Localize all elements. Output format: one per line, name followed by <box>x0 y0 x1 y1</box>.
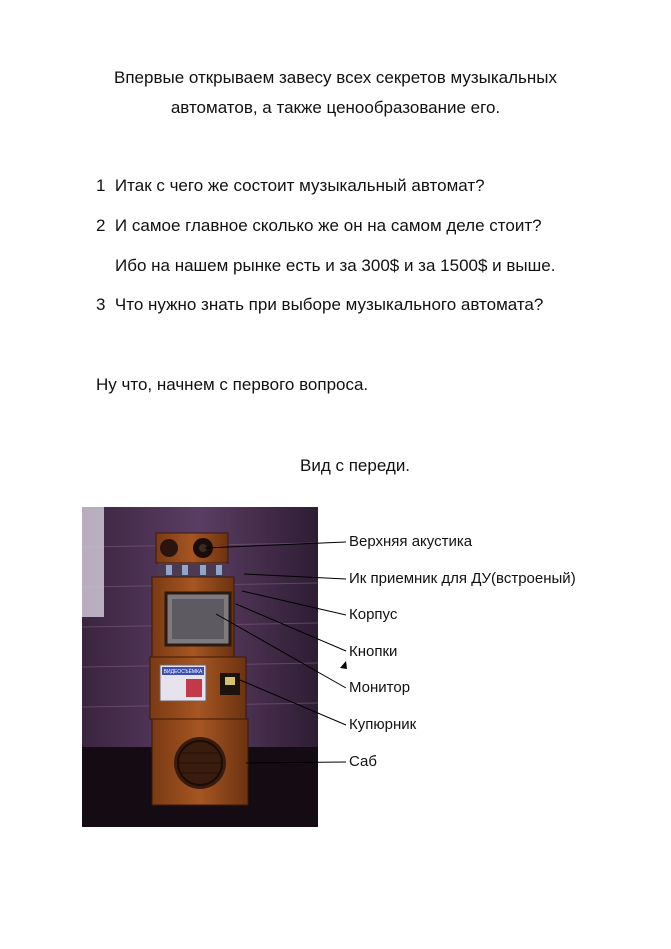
callout-subwoofer: Саб <box>349 753 377 770</box>
question-2-note <box>115 256 555 276</box>
question-1 <box>96 176 485 196</box>
arrow-marker <box>340 661 347 669</box>
question-text: Итак с чего же состоит музыкальный автомат? <box>114 176 485 195</box>
question-text: И самое главное сколько же он на самом деле стоит? <box>114 216 542 235</box>
callout-top-speakers: Верхняя акустика <box>349 533 473 550</box>
intro-line-1: Впервые открываем завесу всех секретов музыкальных <box>113 68 557 87</box>
question-3 <box>96 295 543 315</box>
intro-line-2: автоматов, а также ценообразование его. <box>170 98 501 117</box>
view-heading: Вид с переди. <box>300 456 411 475</box>
question-text: Ибо на нашем рынке есть и за 300$ и за 1500$ и выше. <box>115 256 556 275</box>
question-number: 3 <box>96 295 106 314</box>
jukebox-photo <box>82 507 318 827</box>
question-number: 1 <box>96 176 106 195</box>
callout-body: Корпус <box>349 606 398 623</box>
jukebox-illustration <box>82 507 318 827</box>
sticker-text: ВИДЕОСЪЁМКА <box>163 669 203 675</box>
callout-ir-receiver: Ик приемник для ДУ(встроеный) <box>349 570 576 587</box>
callout-buttons: Кнопки <box>349 643 398 660</box>
callout-bill-acceptor: Купюрник <box>349 716 417 733</box>
question-2 <box>96 216 542 236</box>
question-number: 2 <box>96 216 106 235</box>
callout-monitor: Монитор <box>349 679 411 696</box>
lead-in-text: Ну что, начнем с первого вопроса. <box>96 375 369 394</box>
question-text: Что нужно знать при выборе музыкального автомата? <box>114 295 544 314</box>
